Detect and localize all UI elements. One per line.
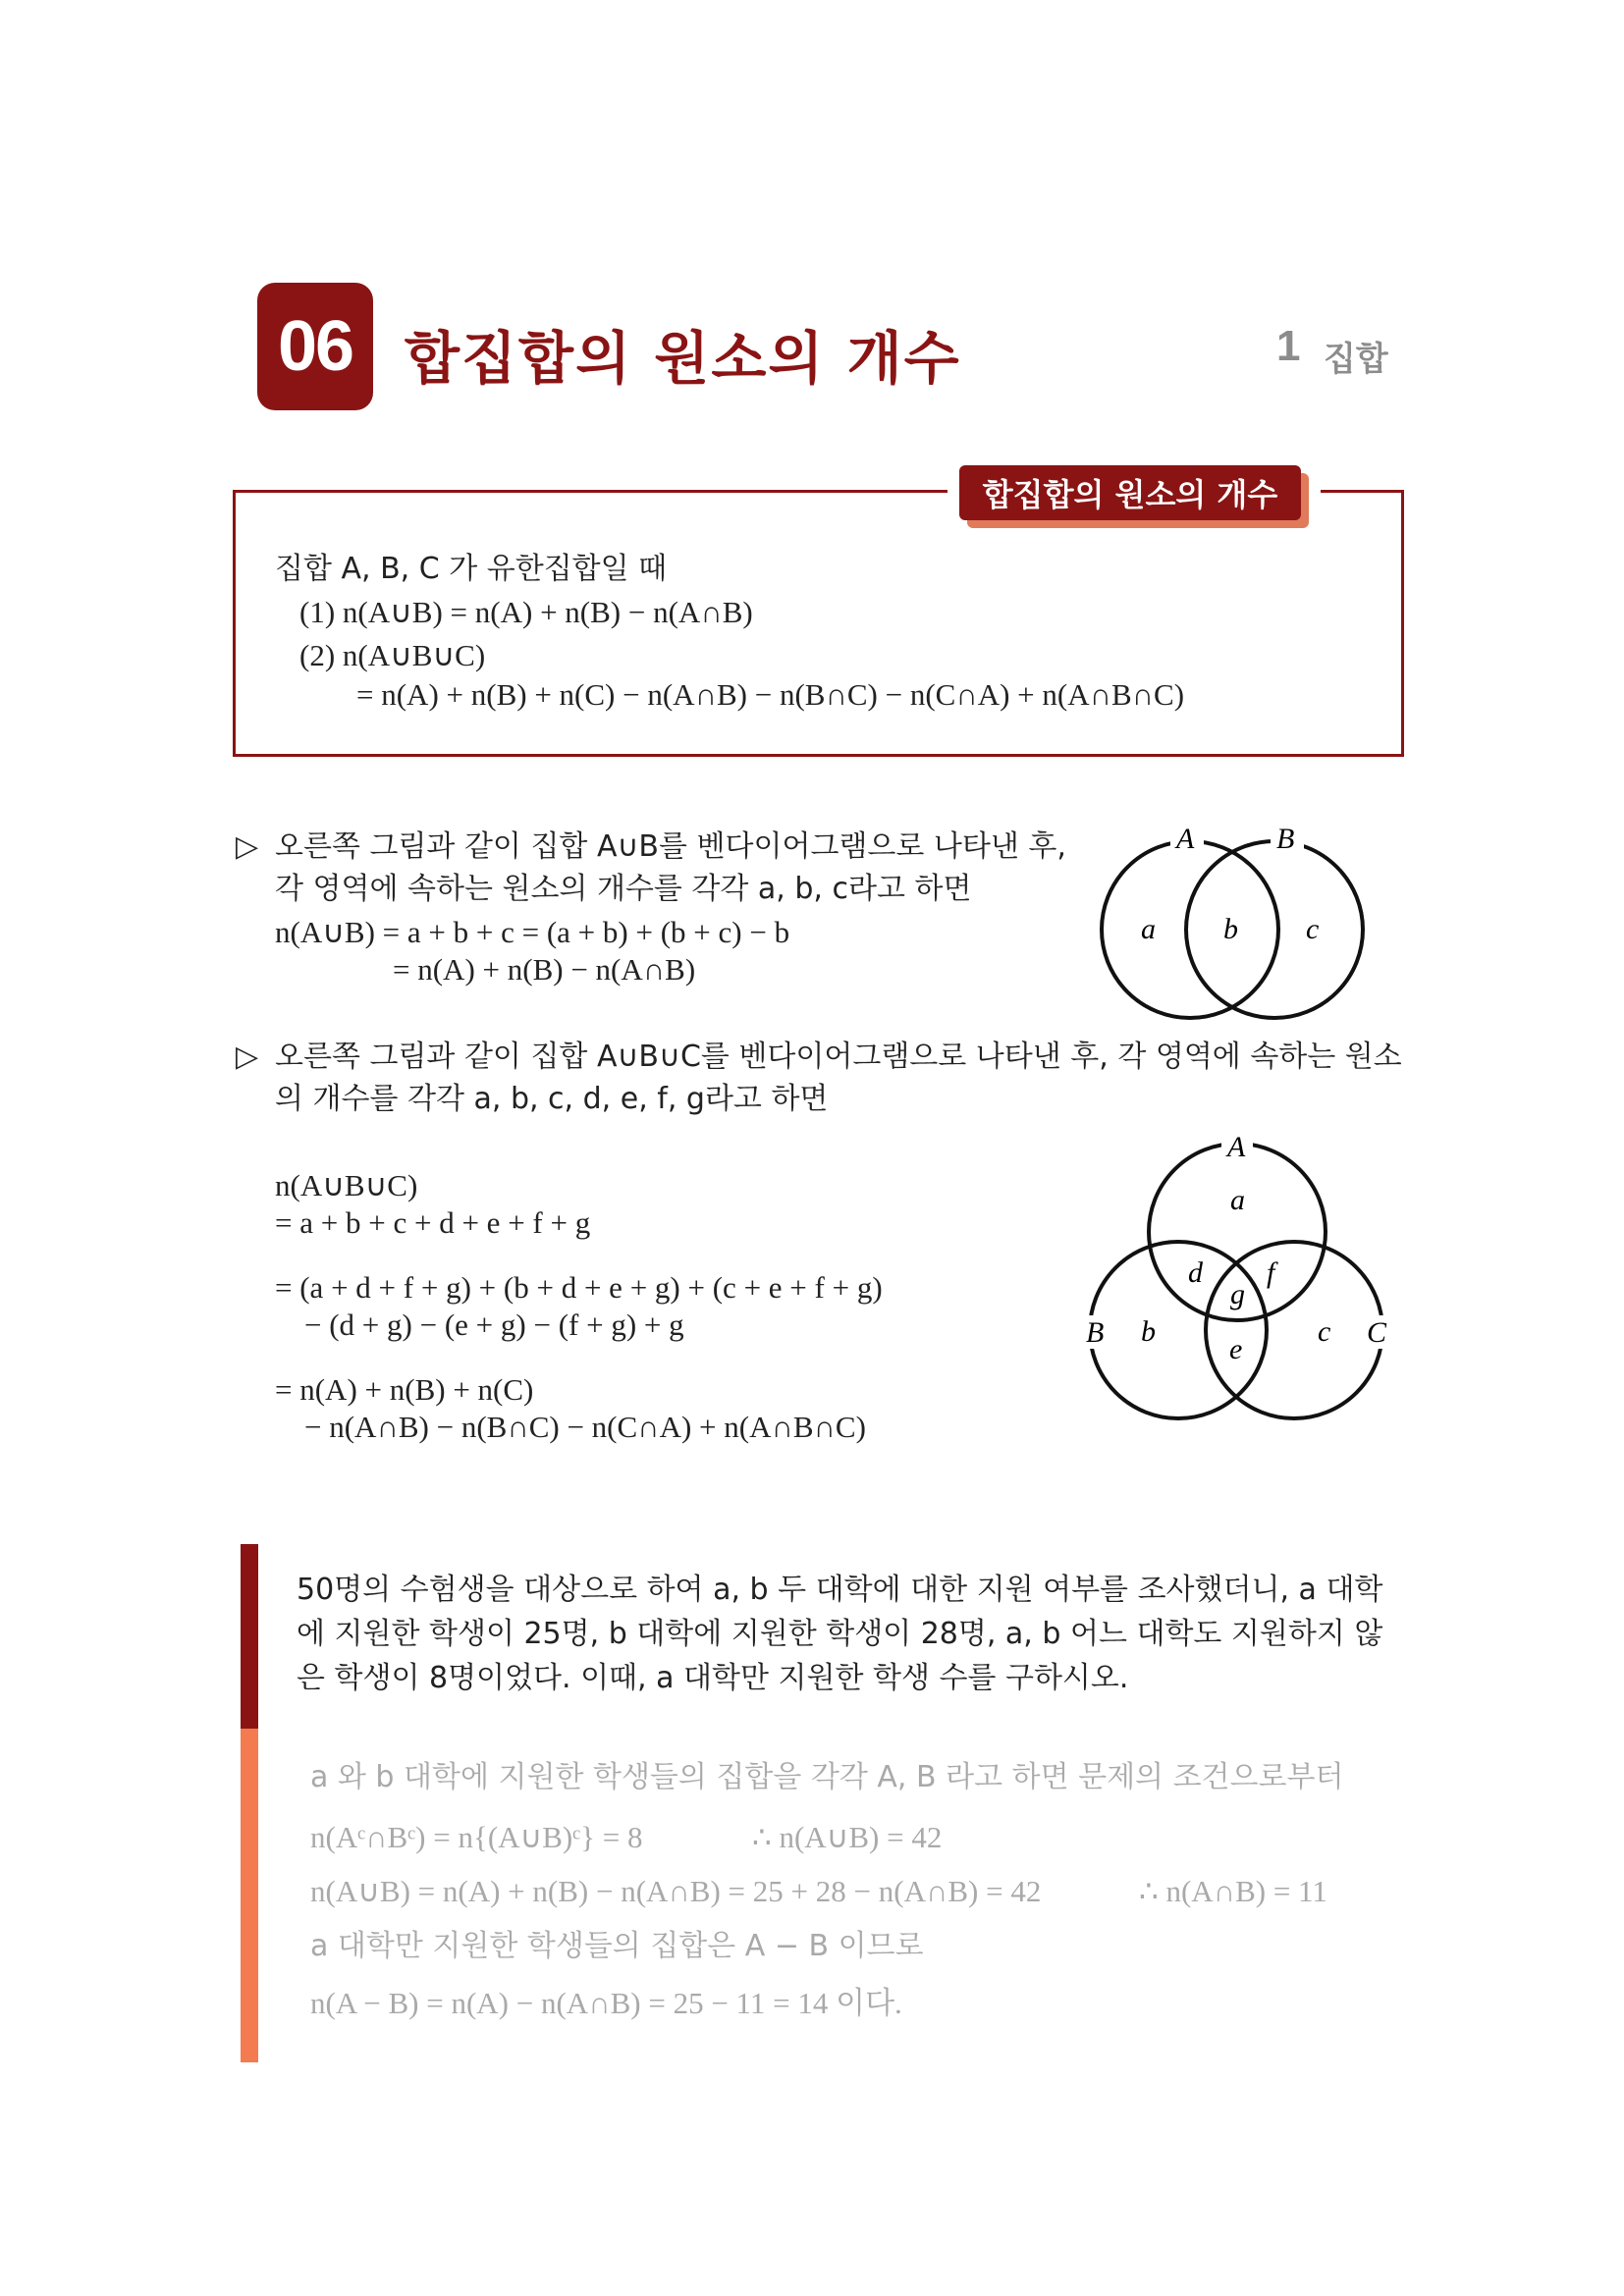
explain2-line1: 오른쪽 그림과 같이 집합 A∪B∪C를 벤다이어그램으로 나타낸 후, 각 영역에 속하는 원소: [275, 1040, 1402, 1074]
unit-number: 1: [1276, 322, 1301, 370]
explain1-line2: 각 영역에 속하는 원소의 개수를 각각 a, b, c라고 하면: [275, 872, 972, 906]
solution-line1: a 와 b 대학에 지원한 학생들의 집합을 각각 A, B 라고 하면 문제의 조건으로부터: [310, 1760, 1344, 1794]
venn2-label-b: B: [1276, 823, 1295, 855]
venn3-region-d: d: [1188, 1256, 1203, 1289]
solution-bar: [241, 1729, 258, 2062]
concept-formula-1: (1) n(A∪B) = n(A) + n(B) − n(A∩B): [299, 595, 753, 629]
explain2-marker: ▷: [236, 1040, 259, 1074]
venn2-circle-a: [1102, 841, 1278, 1018]
venn3-region-b: b: [1141, 1315, 1156, 1348]
venn3-region-e: e: [1229, 1333, 1243, 1365]
concept-label: 합집합의 원소의 개수: [959, 465, 1301, 520]
concept-formula-2b: = n(A) + n(B) + n(C) − n(A∩B) − n(B∩C) − n(C∩A) + n(A∩B∩C): [356, 677, 1185, 712]
unit-name: 집합: [1324, 340, 1388, 379]
venn3-region-c: c: [1318, 1315, 1331, 1348]
venn3-region-g: g: [1230, 1278, 1245, 1310]
concept-intro: 집합 A, B, C 가 유한집합일 때: [275, 552, 668, 586]
venn2-label-a: A: [1176, 823, 1195, 855]
problem-line2: 에 지원한 학생이 25명, b 대학에 지원한 학생이 28명, a, b 어느 대학도 지원하지 않: [297, 1617, 1383, 1651]
venn-diagram-two-sets: [1080, 815, 1394, 1031]
concept-formula-2a: (2) n(A∪B∪C): [299, 638, 486, 672]
explain1-marker: ▷: [236, 829, 259, 864]
venn3-label-c: C: [1367, 1316, 1387, 1349]
problem-line3: 은 학생이 8명이었다. 이때, a 대학만 지원한 학생 수를 구하시오.: [297, 1661, 1129, 1695]
explain1-eq1: n(A∪B) = a + b + c = (a + b) + (b + c) − b: [275, 915, 790, 949]
explain2-eq6: − n(A∩B) − n(B∩C) − n(C∩A) + n(A∩B∩C): [304, 1410, 866, 1444]
problem-line1: 50명의 수험생을 대상으로 하여 a, b 두 대학에 대한 지원 여부를 조사했더니, a 대학: [297, 1573, 1383, 1607]
solution-line4: a 대학만 지원한 학생들의 집합은 A − B 이므로: [310, 1929, 924, 1963]
venn3-circle-c: [1206, 1242, 1382, 1418]
venn2-region-a: a: [1141, 913, 1156, 945]
explain2-eq2: = a + b + c + d + e + f + g: [275, 1205, 591, 1240]
venn3-region-a: a: [1230, 1184, 1245, 1216]
explain1-line1: 오른쪽 그림과 같이 집합 A∪B를 벤다이어그램으로 나타낸 후,: [275, 829, 1066, 864]
explain1-eq2: = n(A) + n(B) − n(A∩B): [393, 952, 696, 987]
problem-bar: [241, 1544, 258, 1729]
solution-line2a: n(Aᶜ∩Bᶜ) = n{(A∪B)ᶜ} = 8: [310, 1820, 643, 1854]
venn3-label-a: A: [1227, 1131, 1246, 1163]
page-title: 합집합의 원소의 개수: [405, 325, 961, 392]
solution-line3a: n(A∪B) = n(A) + n(B) − n(A∩B) = 25 + 28 − n(A∩B) = 42: [310, 1874, 1042, 1908]
venn3-circle-b: [1090, 1242, 1267, 1418]
venn2-region-b: b: [1223, 913, 1238, 945]
solution-line3b: ∴ n(A∩B) = 11: [1139, 1874, 1327, 1908]
venn3-region-f: f: [1267, 1256, 1275, 1289]
venn2-circle-b: [1186, 841, 1363, 1018]
solution-line2b: ∴ n(A∪B) = 42: [752, 1820, 943, 1854]
venn-diagram-three-sets: [1070, 1119, 1404, 1433]
explain2-eq5: = n(A) + n(B) + n(C): [275, 1372, 534, 1407]
explain2-eq3: = (a + d + f + g) + (b + d + e + g) + (c + e + f + g): [275, 1270, 883, 1305]
explain2-eq4: − (d + g) − (e + g) − (f + g) + g: [304, 1308, 684, 1342]
explain2-line2: 의 개수를 각각 a, b, c, d, e, f, g라고 하면: [275, 1082, 829, 1116]
explain2-eq1: n(A∪B∪C): [275, 1168, 418, 1202]
venn2-region-c: c: [1306, 913, 1320, 945]
solution-line5: n(A − B) = n(A) − n(A∩B) = 25 − 11 = 14 이다.: [310, 1986, 902, 2020]
venn3-label-b: B: [1086, 1316, 1105, 1349]
chapter-number-badge: 06: [257, 283, 373, 410]
